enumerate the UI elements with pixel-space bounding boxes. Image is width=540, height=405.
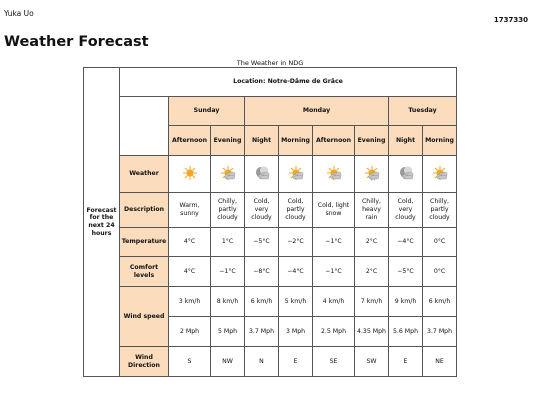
sun-rain-icon — [364, 165, 380, 181]
wind-speed-mph-cell: 3.7 Mph — [245, 317, 279, 347]
temperature-cell: 2°C — [355, 228, 389, 257]
temperature-cell: 4°C — [169, 228, 211, 257]
comfort-cell: −1°C — [313, 257, 355, 287]
sun-cloud-icon — [432, 165, 448, 181]
weather-icon-cell — [355, 156, 389, 193]
weather-icon-cell — [245, 156, 279, 193]
day-header-sunday: Sunday — [169, 97, 245, 126]
forecast-table — [83, 67, 457, 377]
day-header-row — [84, 97, 457, 126]
wind-speed-mph-cell: 5 Mph — [211, 317, 245, 347]
temperature-cell: −5°C — [245, 228, 279, 257]
moon-cloud-icon — [398, 165, 414, 181]
wind-speed-kmh-cell: 5 km/h — [279, 287, 313, 317]
period-header: Morning — [423, 126, 457, 156]
wind-speed-mph-cell: 3 Mph — [279, 317, 313, 347]
period-header: Morning — [279, 126, 313, 156]
blank-corner-cell — [120, 97, 169, 156]
wind-direction-cell: E — [279, 347, 313, 377]
wind-speed-mph-cell: 4.35 Mph — [355, 317, 389, 347]
weather-icon-cell — [389, 156, 423, 193]
temperature-row — [84, 228, 457, 257]
temperature-cell: 1°C — [211, 228, 245, 257]
moon-cloud-icon — [254, 165, 270, 181]
wind-speed-kmh-cell: 8 km/h — [211, 287, 245, 317]
wind-direction-cell: NE — [423, 347, 457, 377]
wind-direction-cell: SW — [355, 347, 389, 377]
description-cell: Cold, partly cloudy — [279, 193, 313, 228]
weather-icon-cell — [313, 156, 355, 193]
wind-speed-mph-cell: 2.5 Mph — [313, 317, 355, 347]
table-caption: The Weather in NDG — [236, 59, 304, 67]
wind-speed-kmh-row — [84, 287, 457, 317]
row-label-weather: Weather — [120, 156, 169, 193]
description-cell: Chilly, partly cloudy — [423, 193, 457, 228]
wind-speed-kmh-cell: 9 km/h — [389, 287, 423, 317]
temperature-cell: −4°C — [389, 228, 423, 257]
comfort-cell: 0°C — [423, 257, 457, 287]
day-header-monday: Monday — [245, 97, 389, 126]
row-label-temperature: Temperature — [120, 228, 169, 257]
sun-cloud-icon — [326, 165, 342, 181]
sun-cloud-icon — [220, 165, 236, 181]
weather-icon-cell — [423, 156, 457, 193]
row-label-description: Description — [120, 193, 169, 228]
wind-direction-cell: SE — [313, 347, 355, 377]
author-name: Yuka Uo — [4, 9, 34, 18]
description-row — [84, 193, 457, 228]
weather-icon-cell — [279, 156, 313, 193]
description-cell: Warm, sunny — [169, 193, 211, 228]
period-header: Evening — [211, 126, 245, 156]
comfort-cell: 2°C — [355, 257, 389, 287]
sun-cloud-icon — [288, 165, 304, 181]
wind-speed-kmh-cell: 7 km/h — [355, 287, 389, 317]
document-id: 1737330 — [493, 16, 528, 24]
wind-direction-cell: S — [169, 347, 211, 377]
temperature-cell: 0°C — [423, 228, 457, 257]
weather-row — [84, 156, 457, 193]
sun-icon — [182, 165, 198, 181]
comfort-cell: −5°C — [389, 257, 423, 287]
comfort-cell: −1°C — [211, 257, 245, 287]
period-header: Night — [389, 126, 423, 156]
wind-speed-kmh-cell: 6 km/h — [245, 287, 279, 317]
temperature-cell: −2°C — [279, 228, 313, 257]
temperature-cell: −1°C — [313, 228, 355, 257]
comfort-cell: −8°C — [245, 257, 279, 287]
description-cell: Chilly, heavy rain — [355, 193, 389, 228]
row-label-comfort: Comfort levels — [120, 257, 169, 287]
wind-speed-mph-cell: 3.7 Mph — [423, 317, 457, 347]
comfort-cell: −4°C — [279, 257, 313, 287]
period-header: Night — [245, 126, 279, 156]
wind-speed-kmh-cell: 4 km/h — [313, 287, 355, 317]
wind-direction-cell: E — [389, 347, 423, 377]
description-cell: Cold, very cloudy — [245, 193, 279, 228]
wind-direction-cell: NW — [211, 347, 245, 377]
comfort-row — [84, 257, 457, 287]
location-row — [84, 68, 457, 97]
weather-icon-cell — [169, 156, 211, 193]
wind-direction-row — [84, 347, 457, 377]
wind-speed-mph-cell: 5.6 Mph — [389, 317, 423, 347]
wind-speed-kmh-cell: 3 km/h — [169, 287, 211, 317]
page-title: Weather Forecast — [4, 34, 149, 50]
wind-direction-cell: N — [245, 347, 279, 377]
row-label-wind-direction: Wind Direction — [120, 347, 169, 377]
description-cell: Cold, light snow — [313, 193, 355, 228]
period-header: Afternoon — [169, 126, 211, 156]
location-label: Location: Notre-Dâme de Grâce — [120, 68, 457, 97]
row-label-wind-speed: Wind speed — [120, 287, 169, 347]
description-cell: Cold, very cloudy — [389, 193, 423, 228]
forecast-side-label: Forecast for the next 24 hours — [84, 68, 120, 377]
wind-speed-mph-cell: 2 Mph — [169, 317, 211, 347]
comfort-cell: 4°C — [169, 257, 211, 287]
period-header: Afternoon — [313, 126, 355, 156]
period-header: Evening — [355, 126, 389, 156]
description-cell: Chilly, partly cloudy — [211, 193, 245, 228]
day-header-tuesday: Tuesday — [389, 97, 457, 126]
weather-icon-cell — [211, 156, 245, 193]
wind-speed-kmh-cell: 6 km/h — [423, 287, 457, 317]
